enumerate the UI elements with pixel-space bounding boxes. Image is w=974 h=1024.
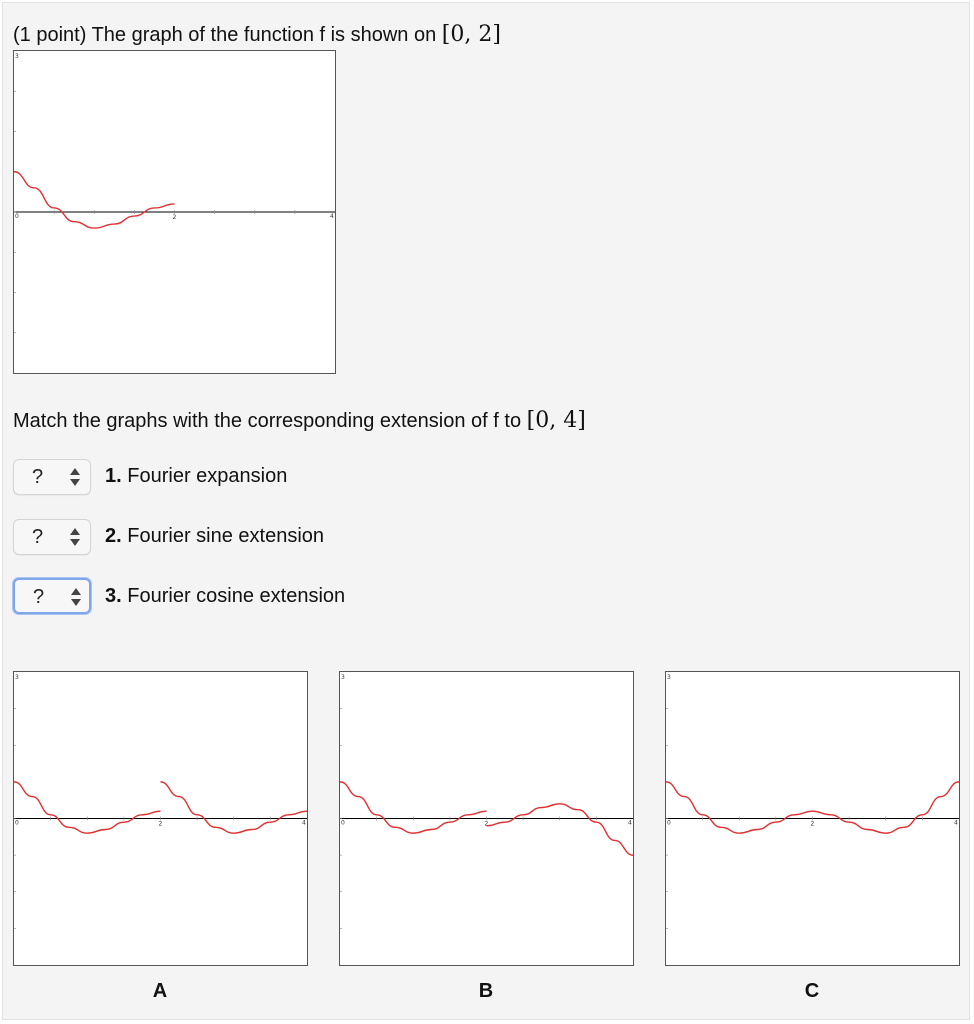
graph-b xyxy=(339,671,634,966)
select-value: ? xyxy=(32,526,44,548)
curve-segment-2 xyxy=(484,804,634,855)
item-label: Fourier sine extension xyxy=(127,525,325,547)
intro-text: (1 point) The graph of the function f is shown on xyxy=(13,24,442,46)
curve-segment-2 xyxy=(158,782,308,833)
x-end-tick-label: 4 xyxy=(302,819,306,827)
item-number: 1. xyxy=(105,465,122,487)
match-text: Match the graphs with the corresponding extension of f to xyxy=(13,410,527,432)
y-top-tick-label: 3 xyxy=(15,674,19,681)
caption-c: C xyxy=(804,980,820,1002)
curve-segment-1 xyxy=(14,782,161,833)
up-down-arrows-icon xyxy=(68,466,82,488)
item-number: 3. xyxy=(105,585,122,607)
intro-interval: [0, 2] xyxy=(441,22,501,47)
y-top-tick-label: 3 xyxy=(667,674,671,681)
curve-segment-1 xyxy=(14,172,175,228)
graph-c-svg xyxy=(666,672,959,965)
x-mid-tick-label: 2 xyxy=(484,820,489,828)
x-end-tick-label: 4 xyxy=(954,819,958,827)
match-interval: [0, 4] xyxy=(526,408,586,433)
graph-a xyxy=(13,671,308,966)
match-instruction xyxy=(13,409,586,433)
up-down-arrows-icon xyxy=(69,586,83,608)
y-top-tick-label: 3 xyxy=(15,53,19,60)
answer-select-2[interactable] xyxy=(13,519,91,555)
x-origin-tick-label: 0 xyxy=(341,819,345,827)
item-label: Fourier expansion xyxy=(127,465,288,487)
x-origin-tick-label: 0 xyxy=(15,819,19,827)
x-mid-tick-label: 2 xyxy=(810,820,815,828)
select-value: ? xyxy=(33,586,45,608)
function-graph-svg xyxy=(14,51,335,373)
item-3 xyxy=(105,585,345,608)
x-mid-tick-label: 2 xyxy=(158,820,163,828)
x-end-tick-label: 4 xyxy=(628,819,632,827)
caption-a: A xyxy=(152,980,168,1002)
function-graph xyxy=(13,50,336,374)
problem-statement xyxy=(13,23,501,47)
y-top-tick-label: 3 xyxy=(341,674,345,681)
up-down-arrows-icon xyxy=(68,526,82,548)
graph-c xyxy=(665,671,960,966)
graph-b-svg xyxy=(340,672,633,965)
x-origin-tick-label: 0 xyxy=(15,213,19,220)
item-label: Fourier cosine extension xyxy=(127,585,346,607)
answer-select-3[interactable] xyxy=(13,578,91,614)
item-1 xyxy=(105,465,287,488)
x-origin-tick-label: 0 xyxy=(667,819,671,827)
answer-select-1[interactable] xyxy=(13,459,91,495)
caption-b: B xyxy=(478,980,494,1002)
curve-segment-1 xyxy=(340,782,487,833)
x-mid-tick-label: 2 xyxy=(172,214,177,221)
select-value: ? xyxy=(32,466,44,488)
x-end-tick-label: 4 xyxy=(330,213,334,220)
graph-a-svg xyxy=(14,672,307,965)
problem-panel xyxy=(2,2,970,1020)
item-number: 2. xyxy=(105,525,122,547)
item-2 xyxy=(105,525,324,548)
